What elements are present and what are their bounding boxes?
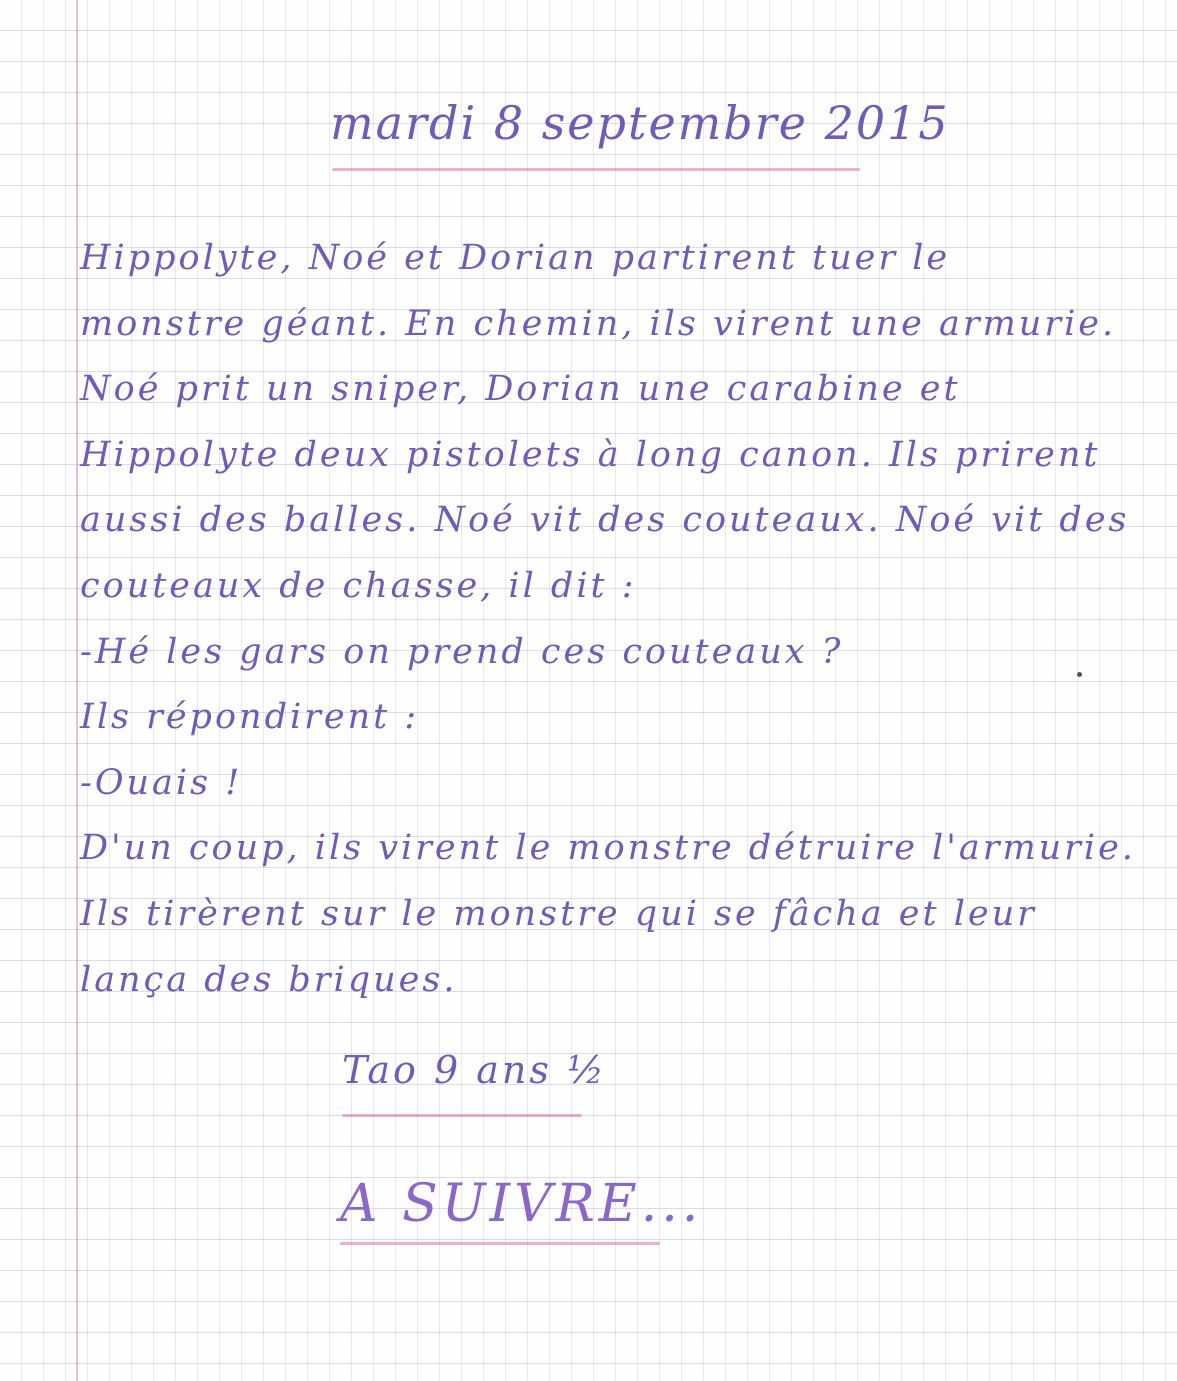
story-line: lança des briques. — [80, 959, 458, 1000]
story-line: D'un coup, ils virent le monstre détruire l'armurie. — [80, 828, 1136, 869]
story-line: Noé prit un sniper, Dorian une carabine et — [80, 369, 961, 410]
to-be-continued: A SUIVRE... — [340, 1174, 703, 1234]
author-signature: Tao 9 ans ½ — [342, 1048, 607, 1092]
margin-line — [76, 0, 78, 1381]
story-line: Ils tirèrent sur le monstre qui se fâcha et leur — [80, 893, 1037, 934]
story-line: Ils répondirent : — [80, 697, 420, 738]
story-line: -Hé les gars on prend ces couteaux ? — [80, 631, 844, 672]
story-line: Hippolyte deux pistolets à long canon. Ils prirent — [80, 434, 1101, 475]
continuation-underline — [340, 1242, 660, 1245]
story-line: Hippolyte, Noé et Dorian partirent tuer le — [80, 238, 951, 278]
story-line: aussi des balles. Noé vit des couteaux. Noé vit des — [80, 500, 1130, 541]
date-heading: mardi 8 septembre 2015 — [330, 96, 950, 150]
paper-speck — [1077, 672, 1082, 677]
story-body — [80, 226, 1140, 1013]
signature-underline — [342, 1114, 582, 1117]
story-line: monstre géant. En chemin, ils virent une armurie. — [80, 303, 1117, 344]
story-line: couteaux de chasse, il dit : — [80, 565, 637, 606]
story-line: -Ouais ! — [80, 762, 243, 803]
date-underline — [332, 168, 860, 171]
